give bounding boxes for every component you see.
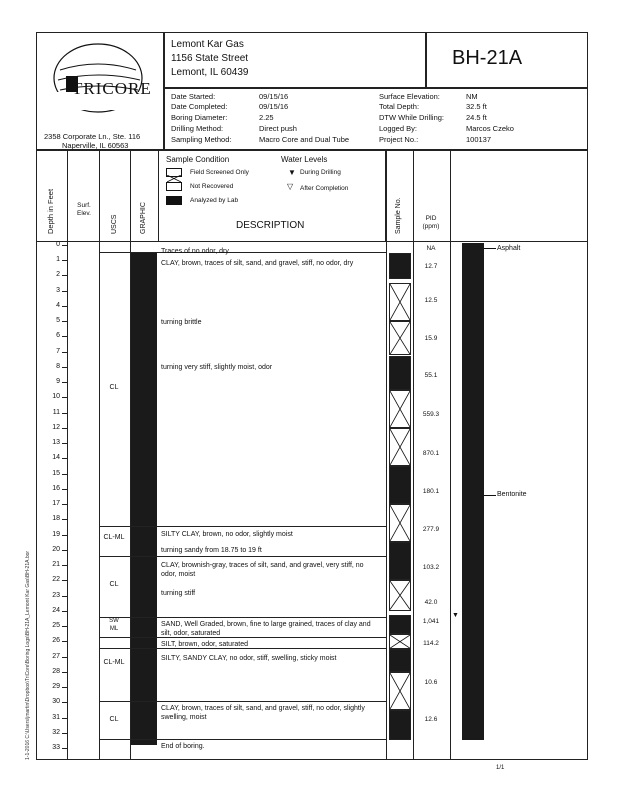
drilling-method-label: Drilling Method: bbox=[171, 124, 224, 133]
soil-graphic-column bbox=[131, 253, 157, 745]
col-divider bbox=[67, 150, 68, 760]
pid-value: NA bbox=[426, 245, 436, 252]
depth-tick-label: 6 bbox=[56, 332, 60, 340]
sample-analyzed bbox=[389, 356, 411, 390]
sampling-method-label: Sampling Method: bbox=[171, 135, 232, 144]
col-divider bbox=[450, 150, 451, 760]
total-depth-label: Total Depth: bbox=[379, 102, 420, 111]
depth-tick-label: 28 bbox=[52, 667, 60, 675]
layer-line bbox=[99, 556, 387, 557]
depth-tick-label: 29 bbox=[52, 683, 60, 691]
depth-tick-label: 23 bbox=[52, 591, 60, 599]
col-divider bbox=[99, 150, 100, 760]
pid-value: 42.0 bbox=[424, 599, 438, 606]
company-address-1: 2358 Corporate Ln., Ste. 116 bbox=[44, 132, 141, 141]
pid-value: 10.6 bbox=[424, 679, 438, 686]
company-logo-text: TRICORE bbox=[72, 79, 152, 98]
sample-field-screened bbox=[389, 390, 411, 428]
elev-header: Surf. Elev. bbox=[77, 202, 91, 217]
depth-tick-label: 14 bbox=[52, 454, 60, 462]
pid-value: 15.9 bbox=[424, 335, 438, 342]
description-text: CLAY, brownish-gray, traces of silt, sand, and gravel, very stiff, no odor, moist bbox=[161, 562, 364, 578]
depth-tick-label: 16 bbox=[52, 484, 60, 492]
depth-tick bbox=[62, 352, 67, 353]
description-header: DESCRIPTION bbox=[236, 220, 305, 231]
depth-tick-label: 1 bbox=[56, 256, 60, 264]
after-completion-icon: ▽ bbox=[287, 182, 294, 191]
description-text: turning stiff bbox=[161, 590, 196, 597]
depth-tick bbox=[62, 489, 67, 490]
uscs-label: CL-ML bbox=[103, 659, 125, 666]
depth-tick bbox=[62, 733, 67, 734]
pid-value: 12.7 bbox=[424, 263, 438, 270]
depth-tick-label: 33 bbox=[52, 744, 60, 751]
legend-water-title: Water Levels bbox=[281, 155, 328, 164]
depth-tick bbox=[62, 702, 67, 703]
depth-tick-label: 27 bbox=[52, 652, 60, 660]
asphalt-label: Asphalt bbox=[497, 245, 521, 252]
sample-no-header: Sample No. bbox=[395, 197, 402, 234]
sample-field-screened bbox=[389, 504, 411, 542]
surface-elev-label: Surface Elevation: bbox=[379, 92, 440, 101]
depth-tick-label: 3 bbox=[56, 286, 60, 294]
depth-header: Depth in Feet bbox=[46, 188, 55, 234]
depth-tick bbox=[62, 596, 67, 597]
depth-tick-label: 17 bbox=[52, 500, 60, 508]
description-text: CLAY, brown, traces of silt, sand, and gravel, stiff, no odor, dry bbox=[161, 260, 354, 267]
analyzed-swatch bbox=[166, 196, 182, 205]
depth-tick bbox=[62, 519, 67, 520]
depth-tick bbox=[62, 580, 67, 581]
depth-tick-label: 26 bbox=[52, 637, 60, 645]
depth-tick-label: 20 bbox=[52, 545, 60, 553]
sample-field-screened bbox=[389, 580, 411, 610]
legend-during-drilling: During Drilling bbox=[300, 169, 341, 176]
sample-analyzed bbox=[389, 649, 411, 672]
company-address-2: Naperville, IL 60563 bbox=[62, 141, 129, 150]
pid-value: 277.9 bbox=[422, 526, 440, 533]
legend-field-screened: Field Screened Only bbox=[190, 169, 249, 176]
description-text: turning brittle bbox=[161, 319, 202, 326]
during-drilling-icon: ▼ bbox=[288, 168, 296, 177]
date-started: 09/15/16 bbox=[259, 92, 289, 101]
depth-tick-label: 9 bbox=[56, 378, 60, 386]
boring-diameter: 2.25 bbox=[259, 113, 274, 122]
pid-value: 114.2 bbox=[423, 640, 439, 647]
uscs-label: SW bbox=[109, 618, 119, 624]
logged-by-label: Logged By: bbox=[379, 124, 417, 133]
depth-tick-label: 4 bbox=[56, 301, 60, 309]
description-text: turning very stiff, slightly moist, odor bbox=[161, 364, 273, 371]
depth-tick-label: 13 bbox=[52, 439, 60, 447]
description-text: End of boring. bbox=[161, 743, 205, 750]
boring-id: BH-21A bbox=[452, 47, 523, 69]
depth-tick bbox=[62, 336, 67, 337]
depth-tick-label: 31 bbox=[52, 713, 60, 721]
legend-sample-title: Sample Condition bbox=[166, 155, 230, 164]
sample-analyzed bbox=[389, 542, 411, 580]
client-street: 1156 State Street bbox=[171, 53, 249, 64]
col-divider bbox=[386, 150, 387, 760]
asphalt-leader bbox=[484, 248, 496, 249]
depth-tick-label: 25 bbox=[52, 622, 60, 630]
bentonite-label: Bentonite bbox=[497, 491, 527, 498]
client-name: Lemont Kar Gas bbox=[171, 39, 244, 50]
description-text: SILTY CLAY, brown, no odor, slightly moist bbox=[161, 531, 293, 538]
depth-tick bbox=[62, 657, 67, 658]
uscs-label: CL-ML bbox=[103, 534, 125, 541]
depth-tick-label: 22 bbox=[52, 576, 60, 584]
sample-field-screened bbox=[389, 321, 411, 355]
depth-tick bbox=[62, 565, 67, 566]
depth-tick-label: 0 bbox=[56, 241, 60, 248]
depth-tick bbox=[62, 550, 67, 551]
depth-tick bbox=[62, 748, 67, 749]
sample-field-screened bbox=[389, 283, 411, 321]
sample-field-screened bbox=[389, 672, 411, 710]
legend-analyzed: Analyzed by Lab bbox=[190, 197, 239, 204]
description-text: SILTY, SANDY CLAY, no odor, stiff, swelling, sticky moist bbox=[161, 655, 337, 662]
drilling-method: Direct push bbox=[259, 124, 297, 133]
description-text: turning sandy from 18.75 to 19 ft bbox=[161, 547, 262, 554]
depth-tick bbox=[62, 306, 67, 307]
sample-field-screened bbox=[389, 428, 411, 466]
description-text: SAND, Well Graded, brown, fine to large grained, traces of clay and silt, odor, saturated bbox=[161, 621, 371, 637]
depth-tick-label: 11 bbox=[52, 408, 60, 416]
pid-value: 870.1 bbox=[422, 450, 440, 457]
date-completed-label: Date Completed: bbox=[171, 102, 228, 111]
depth-tick bbox=[62, 291, 67, 292]
layer-line bbox=[99, 739, 387, 740]
depth-tick bbox=[62, 504, 67, 505]
pid-value: 103.2 bbox=[422, 564, 440, 571]
depth-tick bbox=[62, 718, 67, 719]
sampling-method: Macro Core and Dual Tube bbox=[259, 135, 350, 144]
sample-analyzed bbox=[389, 466, 411, 504]
pid-value: 559.3 bbox=[422, 411, 440, 418]
uscs-label: CL bbox=[109, 581, 119, 588]
layer-line bbox=[99, 701, 387, 702]
depth-tick bbox=[62, 687, 67, 688]
depth-tick bbox=[62, 260, 67, 261]
surface-elev: NM bbox=[466, 92, 478, 101]
project-no: 100137 bbox=[466, 135, 492, 144]
depth-tick bbox=[62, 382, 67, 383]
uscs-label: CL bbox=[109, 384, 119, 391]
sample-field-screened bbox=[389, 634, 411, 649]
dtw-label: DTW While Drilling: bbox=[379, 113, 445, 122]
well-casing bbox=[462, 243, 484, 740]
depth-tick bbox=[62, 245, 67, 246]
layer-line bbox=[99, 526, 387, 527]
field-screened-swatch bbox=[166, 168, 182, 177]
depth-tick-label: 15 bbox=[52, 469, 60, 477]
depth-tick bbox=[62, 641, 67, 642]
water-level-marker-icon: ▼ bbox=[452, 612, 459, 619]
sample-analyzed bbox=[389, 710, 411, 740]
depth-tick-label: 10 bbox=[52, 393, 60, 401]
description-text: Traces of no odor, dry bbox=[161, 248, 229, 255]
depth-tick-label: 30 bbox=[52, 698, 60, 706]
pid-header: PID (ppm) bbox=[422, 215, 440, 230]
sample-analyzed bbox=[389, 615, 411, 634]
description-text: SILT, brown, odor, saturated bbox=[161, 641, 249, 648]
uscs-label: CL bbox=[109, 716, 119, 723]
dtw: 24.5 ft bbox=[466, 113, 487, 122]
description-text: CLAY, brown, traces of silt, sand, and gravel, stiff, no odor, slightly swelling, moist bbox=[161, 705, 365, 721]
date-started-label: Date Started: bbox=[171, 92, 216, 101]
depth-tick bbox=[62, 458, 67, 459]
depth-tick-label: 18 bbox=[52, 515, 60, 523]
logged-by: Marcos Czeko bbox=[466, 124, 514, 133]
depth-tick bbox=[62, 428, 67, 429]
depth-tick bbox=[62, 474, 67, 475]
project-no-label: Project No.: bbox=[379, 135, 419, 144]
page-number: 1/1 bbox=[496, 765, 505, 771]
pid-value: 1,041 bbox=[422, 618, 440, 625]
depth-tick-label: 7 bbox=[56, 347, 60, 355]
graphic-header: GRAPHIC bbox=[140, 202, 147, 234]
total-depth: 32.5 ft bbox=[466, 102, 487, 111]
depth-tick bbox=[62, 626, 67, 627]
layer-line bbox=[99, 617, 387, 618]
depth-tick bbox=[62, 397, 67, 398]
pid-value: 55.1 bbox=[424, 372, 438, 379]
date-completed: 09/15/16 bbox=[259, 102, 289, 111]
depth-tick bbox=[62, 275, 67, 276]
depth-tick-label: 5 bbox=[56, 317, 60, 325]
depth-tick-label: 32 bbox=[52, 728, 60, 736]
depth-tick bbox=[62, 611, 67, 612]
depth-tick bbox=[62, 672, 67, 673]
depth-tick bbox=[62, 535, 67, 536]
pid-value: 12.5 bbox=[424, 297, 438, 304]
sample-analyzed bbox=[389, 253, 411, 280]
depth-tick-label: 8 bbox=[56, 362, 60, 370]
not-recovered-swatch bbox=[166, 182, 182, 191]
boring-diameter-label: Boring Diameter: bbox=[171, 113, 228, 122]
uscs-label: ML bbox=[109, 626, 119, 632]
client-city: Lemont, IL 60439 bbox=[171, 67, 249, 78]
depth-tick bbox=[62, 321, 67, 322]
pid-value: 12.6 bbox=[424, 716, 438, 723]
depth-tick-label: 21 bbox=[52, 561, 60, 569]
pid-value: 180.1 bbox=[422, 488, 440, 495]
depth-tick-label: 2 bbox=[56, 271, 60, 279]
file-path-sidebar: 1-1-2016 C:\Users\jmartin\Dropbox\TriCore\Boring Logs\BH-21A_Lemont Kar Gas\BH-21A.bor bbox=[25, 550, 31, 760]
depth-tick-label: 24 bbox=[52, 606, 60, 614]
legend-after-completion: After Completion bbox=[300, 185, 349, 192]
uscs-header: USCS bbox=[111, 214, 118, 234]
bentonite-leader bbox=[484, 495, 496, 496]
depth-tick-label: 19 bbox=[52, 530, 60, 538]
depth-tick-label: 12 bbox=[52, 423, 60, 431]
depth-tick bbox=[62, 367, 67, 368]
depth-tick bbox=[62, 413, 67, 414]
legend-not-recovered: Not Recovered bbox=[190, 183, 234, 190]
depth-tick bbox=[62, 443, 67, 444]
